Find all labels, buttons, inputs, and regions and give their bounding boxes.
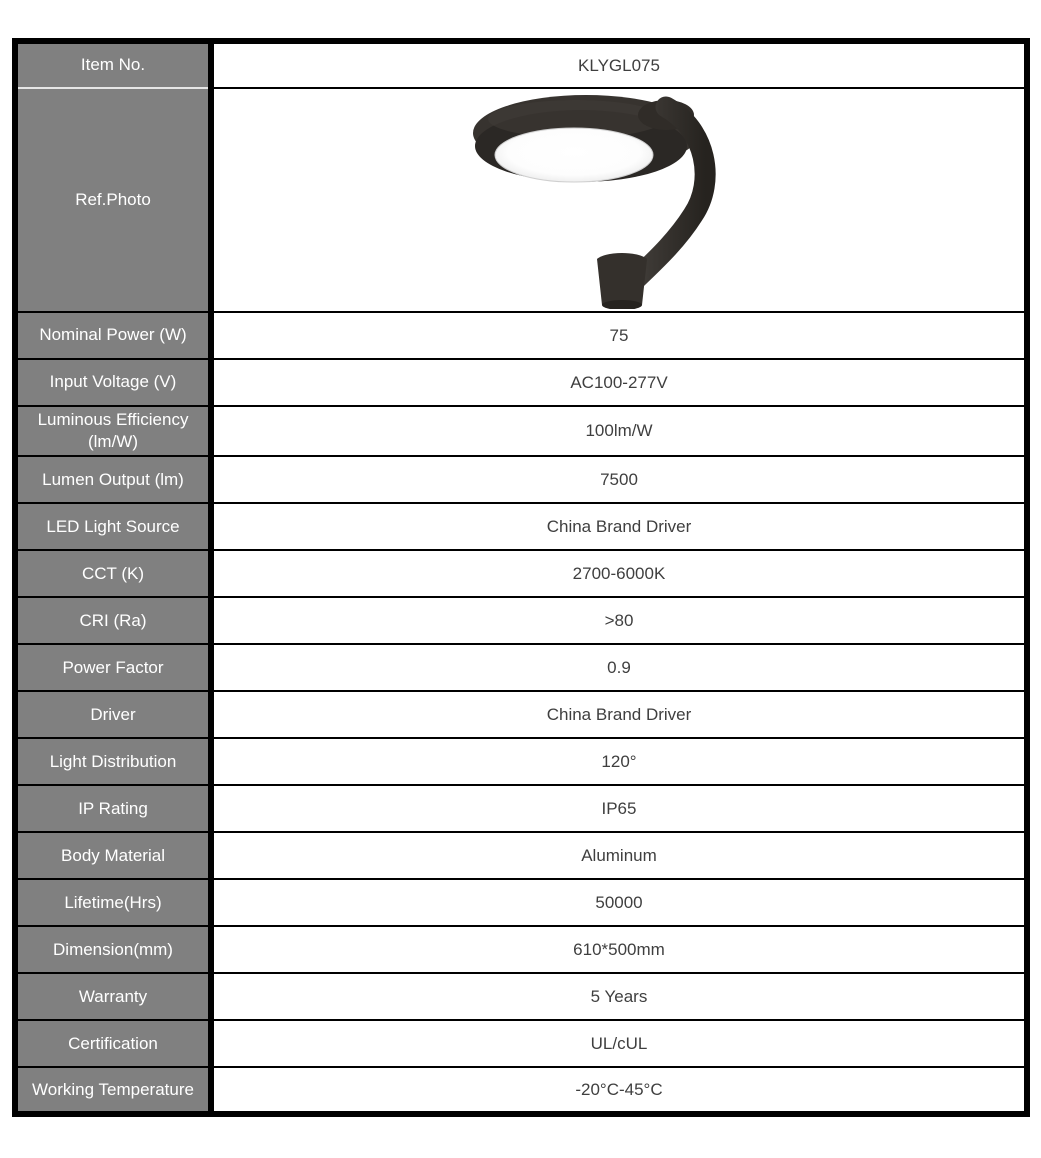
row-value-body-material: Aluminum bbox=[211, 832, 1027, 879]
table-row bbox=[15, 312, 1027, 359]
row-value-led-light-source: China Brand Driver bbox=[211, 503, 1027, 550]
table-row bbox=[15, 359, 1027, 406]
row-value-light-distribution: 120° bbox=[211, 738, 1027, 785]
row-label-driver: Driver bbox=[15, 691, 211, 738]
table-row bbox=[15, 88, 1027, 312]
table-row bbox=[15, 503, 1027, 550]
row-value-certification: UL/cUL bbox=[211, 1020, 1027, 1067]
table-row bbox=[15, 691, 1027, 738]
row-label-ip-rating: IP Rating bbox=[15, 785, 211, 832]
row-label-cct: CCT (K) bbox=[15, 550, 211, 597]
row-value-ip-rating: IP65 bbox=[211, 785, 1027, 832]
row-label-luminous-efficiency: Luminous Efficiency (lm/W) bbox=[15, 406, 211, 456]
row-label-warranty: Warranty bbox=[15, 973, 211, 1020]
row-value-lumen-output: 7500 bbox=[211, 456, 1027, 503]
table-row bbox=[15, 738, 1027, 785]
ref-photo-cell bbox=[211, 88, 1027, 312]
table-row bbox=[15, 456, 1027, 503]
row-value-item-no: KLYGL075 bbox=[211, 41, 1027, 88]
row-value-warranty: 5 Years bbox=[211, 973, 1027, 1020]
row-label-body-material: Body Material bbox=[15, 832, 211, 879]
row-label-certification: Certification bbox=[15, 1020, 211, 1067]
spec-table bbox=[12, 38, 1030, 1117]
table-row bbox=[15, 785, 1027, 832]
row-label-lifetime: Lifetime(Hrs) bbox=[15, 879, 211, 926]
table-row bbox=[15, 550, 1027, 597]
table-row bbox=[15, 1067, 1027, 1114]
row-value-power-factor: 0.9 bbox=[211, 644, 1027, 691]
row-value-lifetime: 50000 bbox=[211, 879, 1027, 926]
row-label-lumen-output: Lumen Output (lm) bbox=[15, 456, 211, 503]
row-label-cri: CRI (Ra) bbox=[15, 597, 211, 644]
row-label-power-factor: Power Factor bbox=[15, 644, 211, 691]
row-value-nominal-power: 75 bbox=[211, 312, 1027, 359]
row-value-dimension: 610*500mm bbox=[211, 926, 1027, 973]
row-value-driver: China Brand Driver bbox=[211, 691, 1027, 738]
table-row bbox=[15, 41, 1027, 88]
row-label-item-no: Item No. bbox=[15, 41, 211, 88]
row-label-working-temperature: Working Temperature bbox=[15, 1067, 211, 1114]
spec-table-body bbox=[15, 41, 1027, 1114]
row-label-led-light-source: LED Light Source bbox=[15, 503, 211, 550]
row-label-ref-photo: Ref.Photo bbox=[15, 88, 211, 312]
row-value-cct: 2700-6000K bbox=[211, 550, 1027, 597]
row-label-light-distribution: Light Distribution bbox=[15, 738, 211, 785]
row-value-cri: >80 bbox=[211, 597, 1027, 644]
table-row bbox=[15, 879, 1027, 926]
lamp-diffuser bbox=[495, 128, 653, 182]
table-row bbox=[15, 597, 1027, 644]
table-row bbox=[15, 926, 1027, 973]
row-label-dimension: Dimension(mm) bbox=[15, 926, 211, 973]
table-row bbox=[15, 973, 1027, 1020]
product-photo bbox=[214, 89, 1024, 309]
table-row bbox=[15, 1020, 1027, 1067]
row-label-nominal-power: Nominal Power (W) bbox=[15, 312, 211, 359]
table-row bbox=[15, 644, 1027, 691]
row-label-input-voltage: Input Voltage (V) bbox=[15, 359, 211, 406]
row-value-luminous-efficiency: 100lm/W bbox=[211, 406, 1027, 456]
table-row bbox=[15, 406, 1027, 456]
row-value-working-temperature: -20°C-45°C bbox=[211, 1067, 1027, 1114]
table-row bbox=[15, 832, 1027, 879]
row-value-input-voltage: AC100-277V bbox=[211, 359, 1027, 406]
